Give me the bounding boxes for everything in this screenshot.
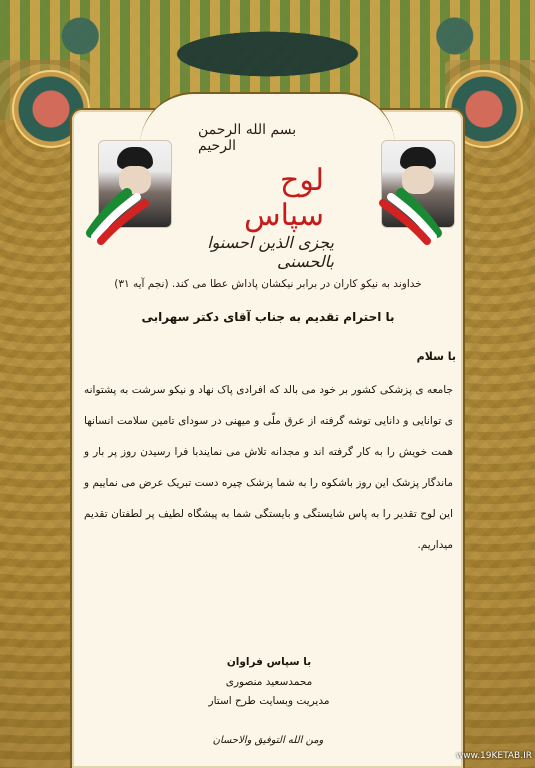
bismillah-calligraphy: بسم الله الرحمن الرحیم: [198, 122, 297, 154]
signature-thanks: با سپاس فراوان: [226, 656, 312, 668]
certificate-title: لوح سپاس: [244, 163, 324, 233]
watermark-url: www.19KETAB.IR: [455, 751, 532, 761]
body-text: جامعه ی پزشکی کشور بر خود می بالد که افرادی پاک نهاد و نیکو سرشت به پشتوانه ی توانایی و دانایی توشه گرفته از عرق ملّی و میهنی در سودای تامین سلامت انسانها همت خویش را به کار گرفته اند و مجدانه تلاش می نمایندبا فرا رسیدن روز پر بار و ماندگار پزشک این روز باشکوه را به شما پزشک چیره دست تبریک عرض می نماییم و این لوح تقدیر را به پاس شایستگی و بایستگی شما به پیشگاه لطیف پر لطفتان تقدیم میداریم.: [84, 384, 453, 551]
quran-verse: یجزی الذین احسنوا بالحسنی: [207, 233, 334, 271]
recipient-line: با احترام تقدیم به جناب آقای دکتر سهرابی: [141, 310, 395, 324]
verse-translation: خداوند به نیکو کاران در برابر نیکشان پاداش عطا می کند. (نجم آیه ۳۱): [114, 278, 422, 290]
flag-ribbon-right: [365, 175, 445, 245]
closing-calligraphy: ومن الله التوفیق والاحسان: [212, 735, 324, 746]
signature-name: محمدسعید منصوری: [225, 676, 313, 688]
greeting: با سلام: [416, 350, 456, 363]
flag-ribbon-left: [83, 175, 163, 245]
signature-title: مدیریت وبسایت طرح استار: [208, 695, 330, 707]
